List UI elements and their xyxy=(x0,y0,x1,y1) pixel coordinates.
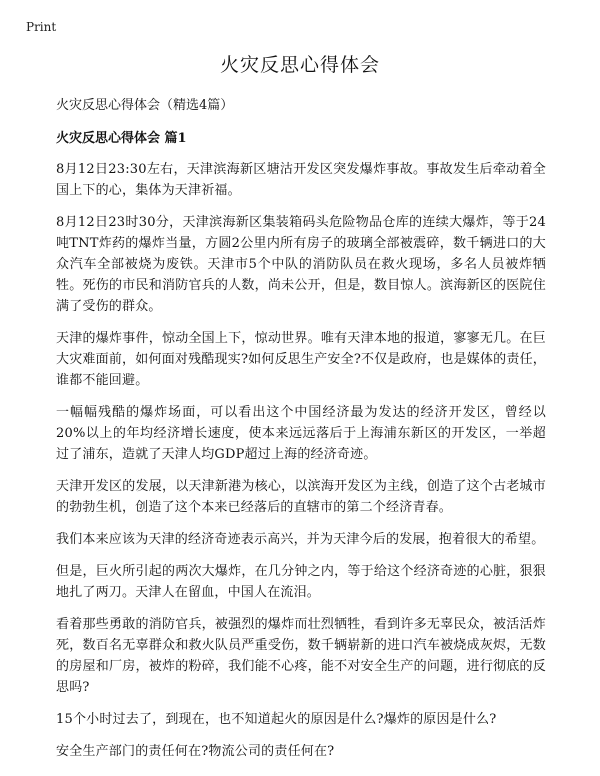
section-heading: 火灾反思心得体会 篇1 xyxy=(56,131,187,146)
page-title: 火灾反思心得体会 xyxy=(219,54,380,76)
article-subtitle: 火灾反思心得体会（精选4篇） xyxy=(56,98,234,113)
paragraph: 8月12日23:30左右，天津滨海新区塘沽开发区突发爆炸事故。事故发生后牵动着全国上下的心，集体为天津祈福。 xyxy=(56,162,546,198)
paragraph: 天津的爆炸事件，惊动全国上下，惊动世界。唯有天津本地的报道，寥寥无几。在巨大灾难面前，如何面对残酷现实?如何反思生产安全?不仅是政府，也是媒体的责任，谁都不能回避。 xyxy=(56,331,546,388)
paragraph: 一幅幅残酷的爆炸场面，可以看出这个中国经济最为发达的经济开发区，曾经以20%以上的年均经济增长速度，使本来远远落后于上海浦东新区的开发区，一举超过了浦东，造就了天津人均GDP超过上海的经济奇迹。 xyxy=(56,405,546,462)
paragraph: 天津开发区的发展，以天津新港为核心，以滨海开发区为主线，创造了这个古老城市的勃勃生机，创造了这个本来已经落后的直辖市的第二个经济青春。 xyxy=(56,479,546,515)
paragraph: 我们本来应该为天津的经济奇迹表示高兴，并为天津今后的发展，抱着很大的希望。 xyxy=(56,532,545,547)
paragraph: 看着那些勇敢的消防官兵，被强烈的爆炸而壮烈牺牲，看到许多无辜民众，被活活炸死，数百名无辜群众和救火队员严重受伤，数千辆崭新的进口汽车被烧成灰烬，无数的房屋和厂房，被炸的粉碎，我们能不心疼，能不对安全生产的问题，进行彻底的反思吗? xyxy=(56,617,546,695)
article-body xyxy=(56,95,546,773)
paragraph: 15个小时过去了，到现在，也不知道起火的原因是什么?爆炸的原因是什么? xyxy=(56,712,497,727)
print-link[interactable]: Print xyxy=(26,20,57,34)
paragraph: 8月12日23时30分，天津滨海新区集装箱码头危险物品仓库的连续大爆炸，等于24吨TNT炸药的爆炸当量，方圆2公里内所有房子的玻璃全部被震碎，数千辆进口的大众汽车全部被烧为废铁。天津市5个中队的消防队员在救火现场，多名人员被炸牺牲。死伤的市民和消防官兵的人数，尚未公开，但是，数目惊人。滨海新区的医院住满了受伤的群众。 xyxy=(56,215,546,314)
paragraph: 但是，巨火所引起的两次大爆炸，在几分钟之内，等于给这个经济奇迹的心脏，狠狠地扎了两刀。天津人在留血，中国人在流泪。 xyxy=(56,564,546,600)
paragraph: 安全生产部门的责任何在?物流公司的责任何在? xyxy=(56,744,335,759)
